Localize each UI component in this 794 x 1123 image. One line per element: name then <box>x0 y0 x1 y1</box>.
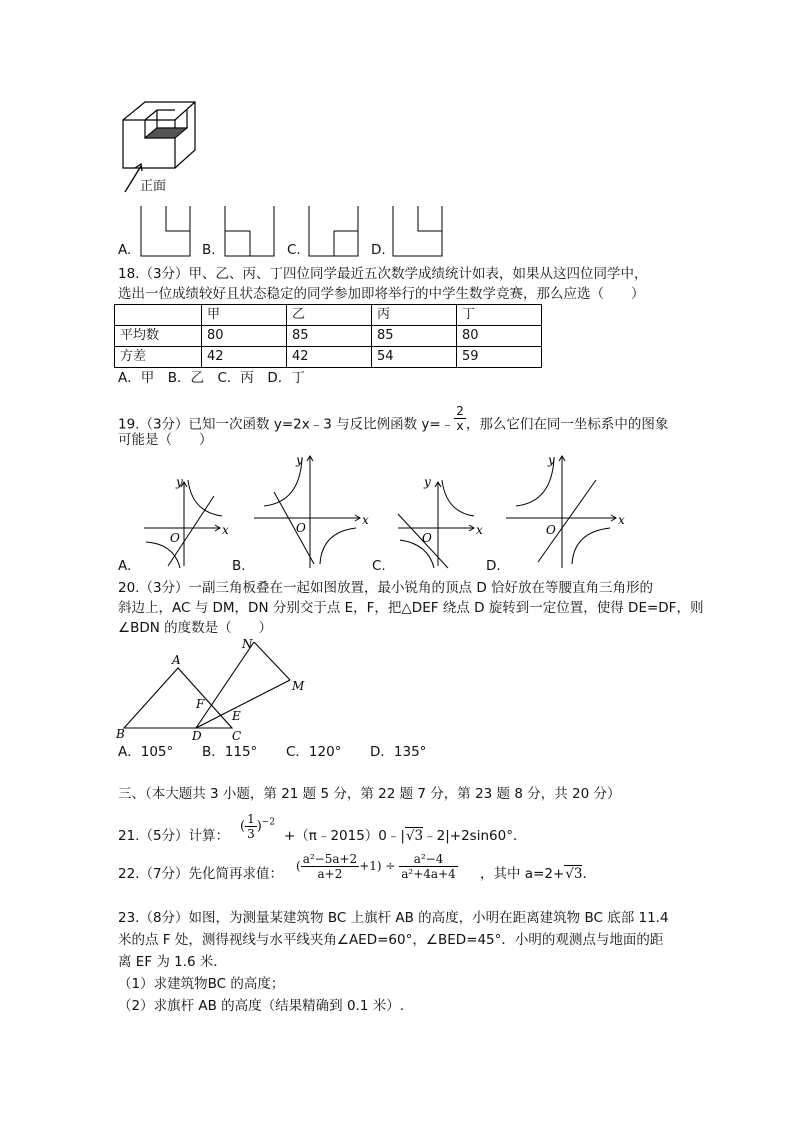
sqrt-argument: 3 <box>414 828 424 844</box>
q23-line1: 23.（8分）如图，为测量某建筑物 BC 上旗杆 AB 的高度，小明在距离建筑物 BC 底部 11.4 <box>118 910 669 926</box>
q21-rest-a: +（π﹣2015）0﹣| <box>284 828 405 844</box>
table-cell: 42 <box>287 347 372 368</box>
q18-choices[interactable]: A．甲 B．乙 C．丙 D．丁 <box>118 370 305 386</box>
axis-y-label: y <box>296 453 303 467</box>
q18-stats-table <box>114 304 542 368</box>
point-m-label: M <box>292 679 305 693</box>
sqrt-symbol: √ <box>405 828 415 844</box>
q22-sqrt <box>564 865 582 882</box>
axis-x-label: x <box>618 513 625 527</box>
q19-option-a[interactable]: A. <box>118 558 132 574</box>
q20-stem-line2: 斜边上，AC 与 DM，DN 分别交于点 E，F，把△DEF 绕点 D 旋转到一定位置，使得 DE=DF，则 <box>118 600 704 616</box>
q17-option-b[interactable]: B. <box>202 242 216 258</box>
q22-divide: ÷ <box>385 859 396 873</box>
table-cell: 甲 <box>202 305 287 326</box>
point-n-label: N <box>242 637 253 651</box>
q21-expression <box>240 812 275 841</box>
q19-option-c[interactable]: C. <box>372 558 386 574</box>
q21-fraction <box>245 812 257 841</box>
q17-option-c[interactable]: C. <box>287 242 301 258</box>
q20-choice-b[interactable]: B．115° <box>202 744 258 760</box>
q17-option-a[interactable]: A. <box>118 242 132 258</box>
table-cell: 54 <box>372 347 457 368</box>
q21-rest-b: ﹣2|+2sin60°． <box>423 828 527 844</box>
q22-expression <box>296 852 458 881</box>
table-cell: 85 <box>287 326 372 347</box>
q20-stem-line3: ∠BDN 的度数是（ ） <box>118 620 273 636</box>
q18-stem-line1: 18.（3分）甲、乙、丙、丁四位同学最近五次数学成绩统计如表，如果从这四位同学中， <box>118 266 648 282</box>
table-cell: 42 <box>202 347 287 368</box>
paren-open: ( <box>240 819 246 834</box>
q23-sub2: （2）求旗杆 AB 的高度（结果精确到 0.1 米）. <box>118 998 405 1014</box>
q19-option-d[interactable]: D. <box>486 558 501 574</box>
table-cell: 85 <box>372 326 457 347</box>
paren-close: ) <box>256 819 262 834</box>
fraction-denominator: a²+4a+4 <box>401 867 456 881</box>
q22-prefix: 22.（7分）先化简再求值： <box>118 866 284 882</box>
table-cell: 平均数 <box>115 326 202 347</box>
q23-sub1: （1）求建筑物BC 的高度； <box>118 976 285 992</box>
point-d-label: D <box>192 729 202 743</box>
table-cell: 丙 <box>372 305 457 326</box>
axis-y-label: y <box>176 475 183 489</box>
axis-x-label: x <box>476 523 483 537</box>
q21-sqrt <box>405 827 423 844</box>
fraction-denominator: 3 <box>247 827 255 841</box>
fraction-denominator: a+2 <box>317 867 343 881</box>
point-f-label: F <box>196 697 205 711</box>
q22-fraction-2 <box>399 852 458 881</box>
axis-x-label: x <box>222 523 229 537</box>
table-cell <box>115 305 202 326</box>
q17-view-a <box>140 206 192 258</box>
sqrt-symbol: √ <box>565 866 574 882</box>
q18-stem-line2: 选出一位成绩较好且状态稳定的同学参加即将举行的中学生数学竞赛，那么应选（ ） <box>118 286 645 302</box>
table-cell: 80 <box>457 326 542 347</box>
fraction-denominator: x <box>456 419 464 433</box>
front-label: 正面 <box>140 179 167 194</box>
axis-x-label: x <box>362 513 369 527</box>
q21-exponent: −2 <box>261 817 276 828</box>
q19-stem-a: 19.（3分）已知一次函数 y=2x﹣3 与反比例函数 y=﹣ <box>118 416 455 433</box>
axis-y-label: y <box>548 453 555 467</box>
q17-view-b <box>224 206 276 258</box>
sqrt-argument: 3 <box>573 866 583 882</box>
q20-choice-a[interactable]: A．105° <box>118 744 174 760</box>
section-heading: 三、（本大题共 3 小题，第 21 题 5 分，第 22 题 7 分，第 23 题 8 分，共 20 分） <box>118 786 621 802</box>
q23-line2: 米的点 F 处，测得视线与水平线夹角∠AED=60°，∠BED=45°．小明的观测点与地面的距 <box>118 932 664 948</box>
fraction-numerator: 1 <box>247 812 255 826</box>
origin-label: O <box>170 531 180 545</box>
table-cell: 80 <box>202 326 287 347</box>
q22-suffix <box>480 864 587 884</box>
q19-graph-b <box>252 452 372 570</box>
fraction-numerator: a²−4 <box>399 852 458 867</box>
fraction-numerator: a²−5a+2 <box>302 852 358 866</box>
q21-prefix: 21.（5分）计算： <box>118 828 230 844</box>
fraction-numerator: 2 <box>456 404 464 418</box>
point-b-label: B <box>116 727 125 741</box>
table-cell: 59 <box>457 347 542 368</box>
table-cell: 丁 <box>457 305 542 326</box>
table-row <box>115 347 542 368</box>
origin-label: O <box>296 521 306 535</box>
q17-view-d <box>392 206 444 258</box>
table-row <box>115 326 542 347</box>
q19-option-b[interactable]: B. <box>232 558 246 574</box>
q19-graph-c <box>394 470 484 570</box>
q19-stem-line2: 可能是（ ） <box>118 432 213 448</box>
point-e-label: E <box>232 709 241 723</box>
point-c-label: C <box>232 729 242 743</box>
q19-stem-b: ，那么它们在同一坐标系中的图象 <box>465 416 669 433</box>
q23-line3: 离 EF 为 1.6 米． <box>118 954 227 970</box>
q21-rest <box>284 826 526 846</box>
table-header-row <box>115 305 542 326</box>
origin-label: O <box>422 531 432 545</box>
table-cell: 方差 <box>115 347 202 368</box>
q19-fraction <box>454 404 466 433</box>
origin-label: O <box>546 523 556 537</box>
q19-graph-d <box>504 452 628 570</box>
q19-graph-a <box>140 470 232 570</box>
q20-triangle-figure <box>112 636 322 746</box>
axis-y-label: y <box>424 475 431 489</box>
q17-option-d[interactable]: D. <box>371 242 386 258</box>
paren-open: ( <box>296 859 301 873</box>
q22-fraction-1 <box>301 852 360 881</box>
q22-plus-one: +1) <box>359 859 382 873</box>
q20-stem-line1: 20.（3分）一副三角板叠在一起如图放置，最小锐角的顶点 D 恰好放在等腰直角三角形的 <box>118 580 654 596</box>
table-cell: 乙 <box>287 305 372 326</box>
q20-choice-d[interactable]: D．135° <box>370 744 427 760</box>
q20-choice-c[interactable]: C．120° <box>286 744 342 760</box>
q22-suffix-text: ，其中 a=2+ <box>480 866 565 882</box>
q17-view-c <box>308 206 360 258</box>
point-a-label: A <box>172 653 181 667</box>
q22-end: . <box>582 866 587 882</box>
